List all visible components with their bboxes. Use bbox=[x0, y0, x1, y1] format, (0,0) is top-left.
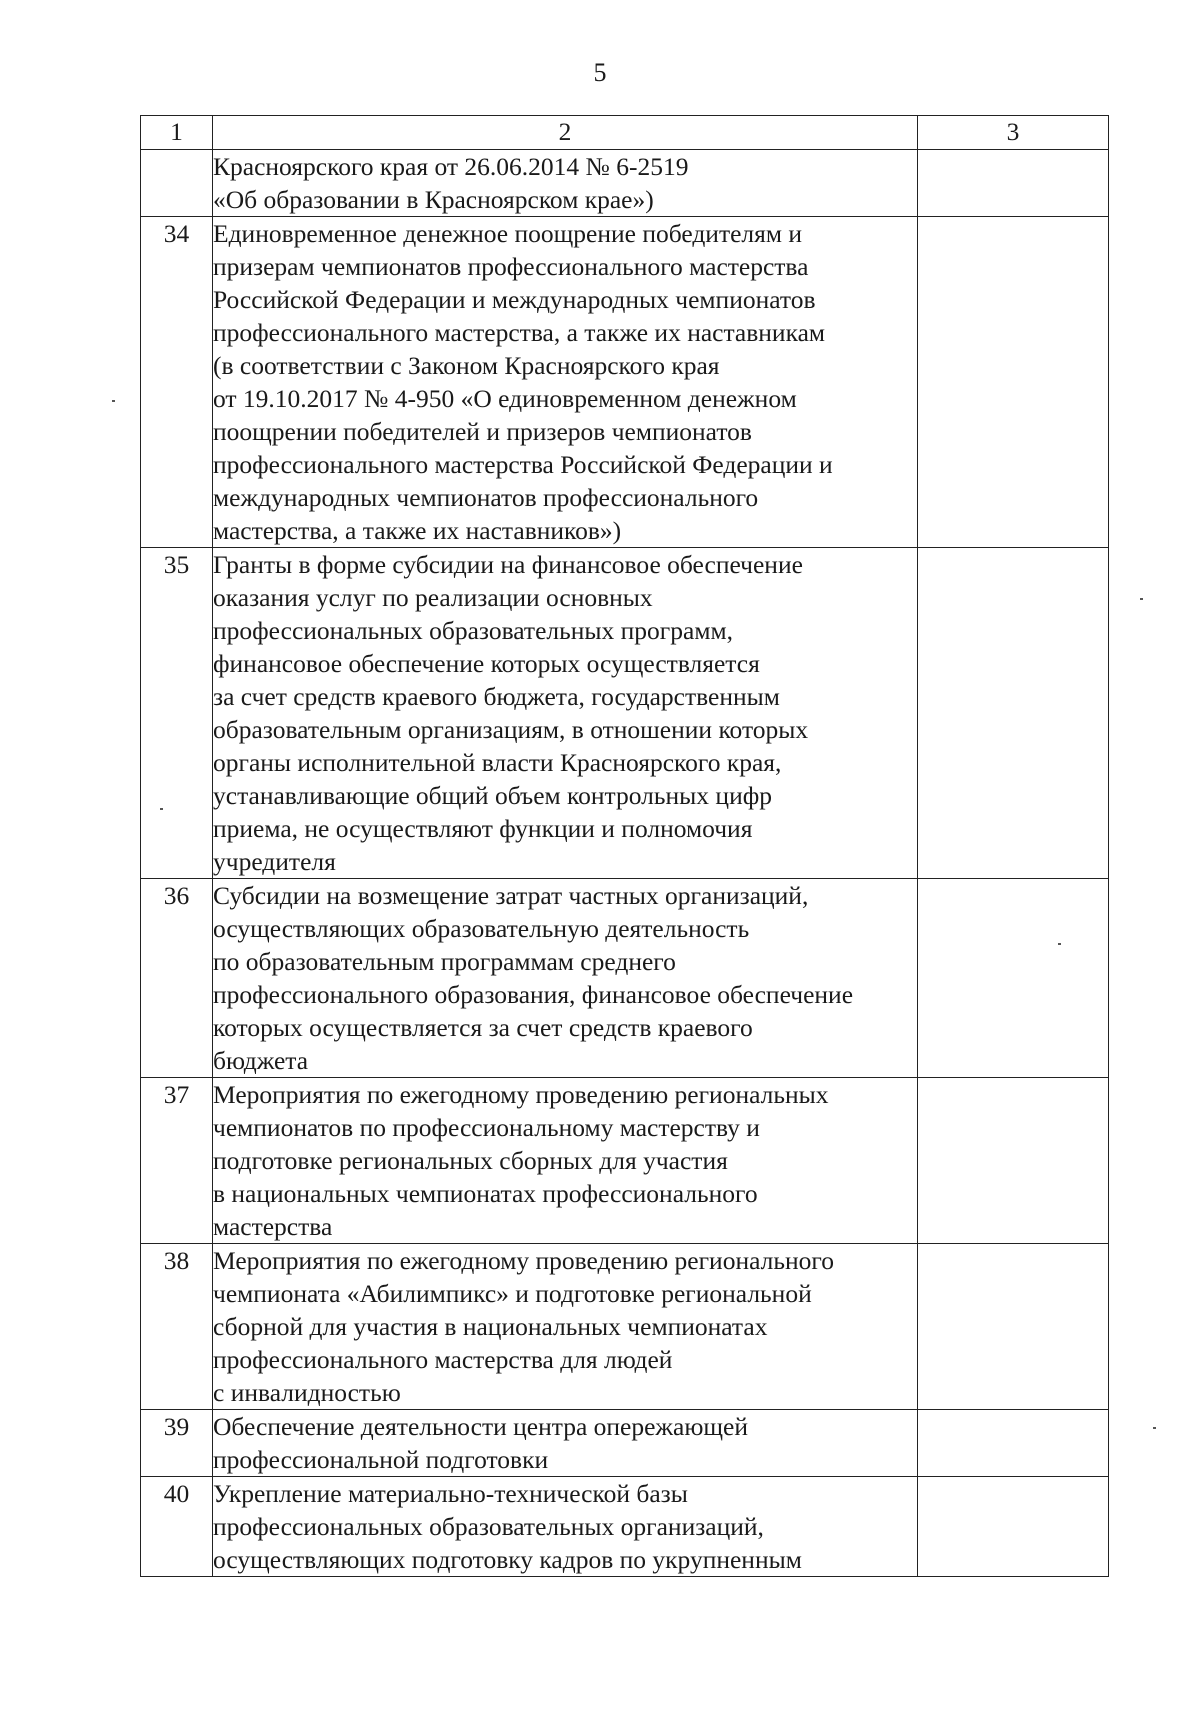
row-text: Мероприятия по ежегодному проведению регионального чемпионата «Абилимпикс» и подготовке региональной сборной для участия в национальных чемпионатах профессионального мастерства для людей с инвалидностью bbox=[213, 1244, 918, 1410]
row-empty-cell bbox=[918, 1410, 1109, 1477]
table-row bbox=[141, 879, 1109, 1078]
row-empty-cell bbox=[918, 1244, 1109, 1410]
row-empty-cell bbox=[918, 1078, 1109, 1244]
row-number: 36 bbox=[141, 879, 213, 1078]
row-empty-cell bbox=[918, 1477, 1109, 1577]
row-number: 37 bbox=[141, 1078, 213, 1244]
table-row bbox=[141, 548, 1109, 879]
row-text: Обеспечение деятельности центра опережающей профессиональной подготовки bbox=[213, 1410, 918, 1477]
row-number: 34 bbox=[141, 217, 213, 548]
row-number: 35 bbox=[141, 548, 213, 879]
page-number: 5 bbox=[593, 58, 607, 87]
row-number bbox=[141, 150, 213, 217]
document-table bbox=[140, 115, 1109, 1577]
scan-speck bbox=[1153, 1427, 1156, 1429]
row-empty-cell bbox=[918, 150, 1109, 217]
table-header-row bbox=[141, 116, 1109, 150]
scan-speck bbox=[1058, 943, 1061, 945]
scan-speck bbox=[112, 400, 115, 402]
row-text: Гранты в форме субсидии на финансовое обеспечение оказания услуг по реализации основных профессиональных образовательных программ, финансовое обеспечение которых осуществляется за счет средств краевого бюджета, государственным образовательным организациям, в отношении которых органы исполнительной власти Красноярского края, устанавливающие общий объем контрольных цифр приема, не осуществляют функции и полномочия учредителя bbox=[213, 548, 918, 879]
row-text: Мероприятия по ежегодному проведению региональных чемпионатов по профессиональному мастерству и подготовке региональных сборных для участия в национальных чемпионатах профессионального мастерства bbox=[213, 1078, 918, 1244]
row-empty-cell bbox=[918, 879, 1109, 1078]
table-row bbox=[141, 1477, 1109, 1577]
row-text: Красноярского края от 26.06.2014 № 6-2519 «Об образовании в Красноярском крае») bbox=[213, 150, 918, 217]
column-header-number: 1 bbox=[141, 116, 213, 150]
table-row bbox=[141, 150, 1109, 217]
column-header-name: 2 bbox=[213, 116, 918, 150]
table-row bbox=[141, 217, 1109, 548]
row-empty-cell bbox=[918, 217, 1109, 548]
row-number: 40 bbox=[141, 1477, 213, 1577]
table-row bbox=[141, 1078, 1109, 1244]
row-text: Субсидии на возмещение затрат частных организаций, осуществляющих образовательную деятельность по образовательным программам среднего профессионального образования, финансовое обеспечение которых осуществляется за счет средств краевого бюджета bbox=[213, 879, 918, 1078]
row-number: 38 bbox=[141, 1244, 213, 1410]
row-empty-cell bbox=[918, 548, 1109, 879]
column-header-third: 3 bbox=[918, 116, 1109, 150]
table-row bbox=[141, 1410, 1109, 1477]
row-number: 39 bbox=[141, 1410, 213, 1477]
row-text: Единовременное денежное поощрение победителям и призерам чемпионатов профессионального мастерства Российской Федерации и международных чемпионатов профессионального мастерства, а также их наставникам (в соответствии с Законом Красноярского края от 19.10.2017 № 4-950 «О единовременном денежном поощрении победителей и призеров чемпионатов профессионального мастерства Российской Федерации и международных чемпионатов профессионального мастерства, а также их наставников») bbox=[213, 217, 918, 548]
table-row bbox=[141, 1244, 1109, 1410]
scan-speck bbox=[1140, 598, 1143, 600]
row-text: Укрепление материально-технической базы профессиональных образовательных организаций, осуществляющих подготовку кадров по укрупненным bbox=[213, 1477, 918, 1577]
scan-speck bbox=[160, 808, 163, 810]
